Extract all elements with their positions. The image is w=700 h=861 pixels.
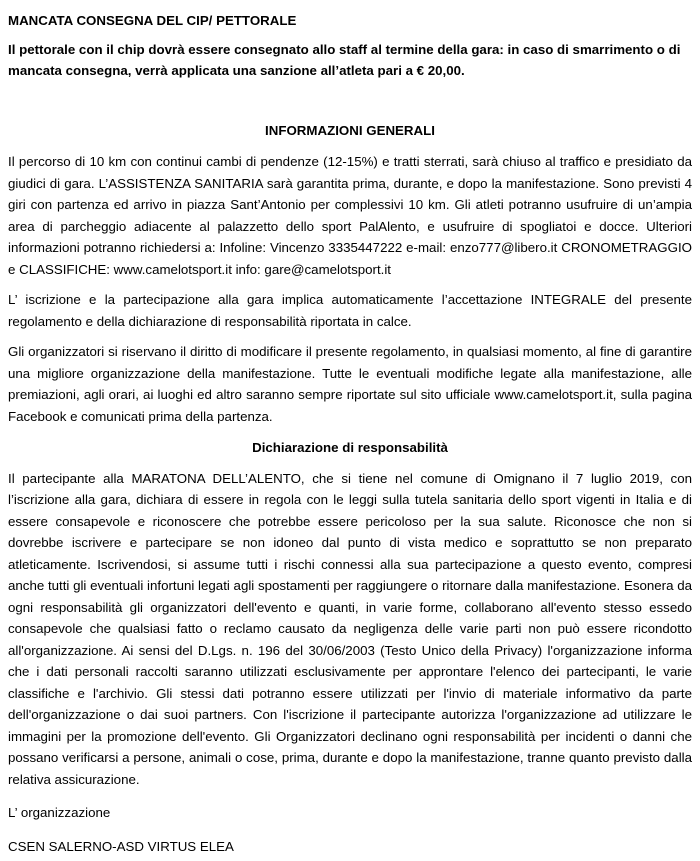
signoff: L’ organizzazione: [8, 805, 111, 820]
declaration-title: Dichiarazione di responsabilità: [252, 440, 448, 455]
section-title: MANCATA CONSEGNA DEL CIP/ PETTORALE: [8, 13, 297, 28]
declaration-body: Il partecipante alla MARATONA DELL’ALENTO, che si tiene nel comune di Omignano il 7 luglio 2019, con l’iscrizione alla gara, dichiara di essere in regola con le leggi sulla tutela sanitaria dello sport vigenti in Italia e di essere consapevole e riconoscere che potrebbe essere pericoloso per la sua salute. Riconosce che non si dovrebbe iscrivere e partecipare se non idoneo dal punto di vista medico e soprattutto se non preparato atleticamente. Iscrivendosi, si assume tutti i rischi connessi alla sua partecipazione a questo evento, compresi anche tutti gli eventuali infortuni legati agli spostamenti per raggiungere o ritornare dalla manifestazione. Esonera da ogni responsabilità gli organizzatori dell'evento e quanti, in varie forme, collaborano all'evento stesso essedo consapevole che qualsiasi fatto o reclamo causato da negligenza delle varie parti non può essere ricondotto all'organizzazione. Ai sensi del D.Lgs. n. 196 del 30/06/2003 (Testo Unico della Privacy) l'organizzazione informa che i dati personali raccolti saranno utilizzati esclusivamente per approntare l'elenco dei partecipanti, le varie classifiche e l'archivio. Gli stessi dati potranno essere utilizzati per l'invio di materiale informativo da parte dell'organizzazione o dai suoi partners. Con l'iscrizione il partecipante autorizza l'organizzazione ad utilizzare le immagini per la promozione dell'evento. Gli Organizzatori declinano ogni responsabilità per incidenti o danni che possano verificarsi a persone, animali o cose, prima, durante e dopo la manifestazione, tranne quanto previsto dalla relativa assicurazione.: [8, 470, 692, 787]
general-info-paragraph-route: Il percorso di 10 km con continui cambi di pendenze (12-15%) e tratti sterrati, sarà chiuso al traffico e presidiato da giudici di gara. L’ASSISTENZA SANITARIA sarà garantita prima, durante, e dopo la manifestazione. Sono previsti 4 giri con partenza ed arrivo in piazza Sant’Antonio per complessivi 10 km. Gli atleti potranno usufruire di un’ampia area di parcheggio adiacente al palazzetto dello sport PalAlento, e usufruire di spogliatoi e docce. Ulteriori informazioni potranno richiedersi a: Infoline: Vincenzo 3335447222 e-mail: enzo777@libero.it CRONOMETRAGGIO e CLASSIFICHE: www.camelotsport.it info: gare@camelotsport.it: [8, 154, 692, 277]
general-info-title: INFORMAZIONI GENERALI: [265, 122, 435, 138]
general-info-paragraph-registration: L’ iscrizione e la partecipazione alla gara implica automaticamente l’accettazione INTEGRALE del presente regolamento e della dichiarazione di responsabilità riportata in calce.: [8, 292, 692, 329]
general-info-paragraph-changes: Gli organizzatori si riservano il diritto di modificare il presente regolamento, in qualsiasi momento, al fine di garantire una migliore organizzazione della manifestazione. Tutte le eventuali modifiche legate alla manifestazione, alle premiazioni, agli orari, ai luoghi ed altro saranno sempre riportate sul sito ufficiale www.camelotsport.it, sulla pagina Facebook e comunicati prima della partenza.: [8, 344, 692, 424]
bib-return-notice: Il pettorale con il chip dovrà essere consegnato allo staff al termine della gara: in caso di smarrimento o di mancata consegna, verrà applicata una sanzione all’atleta pari a € 20,00.: [8, 41, 681, 78]
organization-name: CSEN SALERNO-ASD VIRTUS ELEA: [8, 838, 234, 854]
